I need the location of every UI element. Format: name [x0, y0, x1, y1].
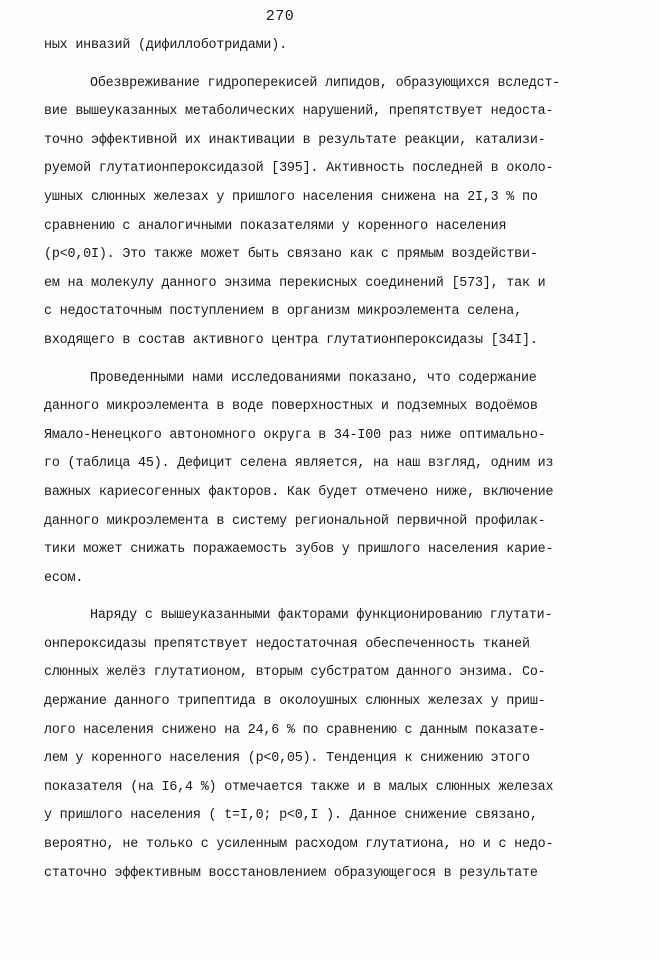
text-line: есом. [44, 570, 84, 586]
text-line: статочно эффективным восстановлением образующегося в результате [44, 865, 538, 881]
text-line: Наряду с вышеуказанными факторами функционированию глутати- [90, 608, 553, 624]
page-number: 270 [265, 8, 295, 25]
text-line: точно эффективной их инактивации в результате реакции, катализи- [44, 132, 546, 148]
body-text [44, 32, 616, 888]
text-line: ушных слюнных железах у пришлого населения снижена на 2I,3 % по [44, 189, 538, 205]
text-line: слюнных желёз глутатионом, вторым субстратом данного энзима. Со- [44, 665, 546, 681]
text-line: важных кариесогенных факторов. Как будет отмечено ниже, включение [44, 484, 554, 500]
text-line: показателя (на I6,4 %) отмечается также и в малых слюнных железах [44, 779, 554, 795]
paragraph-gap [44, 593, 616, 602]
text-line: данного микроэлемента в систему региональной первичной профилак- [44, 513, 546, 529]
text-line: Ямало-Ненецкого автономного округа в 34-I00 раз ниже оптимально- [44, 427, 546, 443]
text-line: данного микроэлемента в воде поверхностных и подземных водоёмов [44, 399, 538, 415]
text-line: держание данного трипептида в околоушных слюнных железах у приш- [44, 694, 546, 710]
text-line: с недостаточным поступлением в организм микроэлемента селена, [44, 304, 522, 320]
text-line: го (таблица 45). Дефицит селена является, на наш взгляд, одним из [44, 456, 554, 472]
text-line: входящего в состав активного центра глутатионпероксидазы [34I]. [44, 332, 538, 348]
paragraph-gap [44, 61, 616, 70]
text-line: онпероксидазы препятствует недостаточная обеспеченность тканей [44, 636, 530, 652]
text-line: Обезвреживание гидроперекисей липидов, образующихся вследст- [90, 75, 561, 91]
text-line: руемой глутатионпероксидазой [395]. Активность последней в около- [44, 161, 554, 177]
text-line: вероятно, не только с усиленным расходом глутатиона, но и с недо- [44, 837, 554, 853]
text-line: лого населения снижено на 24,6 % по сравнению с данным показате- [44, 722, 546, 738]
text-line: Проведенными нами исследованиями показано, что содержание [90, 370, 537, 386]
text-line: ных инвазий (дифиллоботридами). [44, 38, 287, 53]
text-line: сравнению с аналогичными показателями у коренного населения [44, 218, 507, 234]
text-line: (р<0,0I). Это также может быть связано как с прямым воздействи- [44, 247, 538, 263]
text-line: вие вышеуказанных метаболических нарушений, препятствует недоста- [44, 104, 554, 120]
text-line: у пришлого населения ( t=I,0; р<0,I ). Данное снижение связано, [44, 808, 538, 824]
text-line: тики может снижать поражаемость зубов у пришлого населения карие- [44, 542, 554, 558]
text-line: лем у коренного населения (р<0,05). Тенденция к снижению этого [44, 751, 530, 767]
paragraph-gap [44, 356, 616, 365]
text-line: ем на молекулу данного энзима перекисных соединений [573], так и [44, 275, 546, 291]
